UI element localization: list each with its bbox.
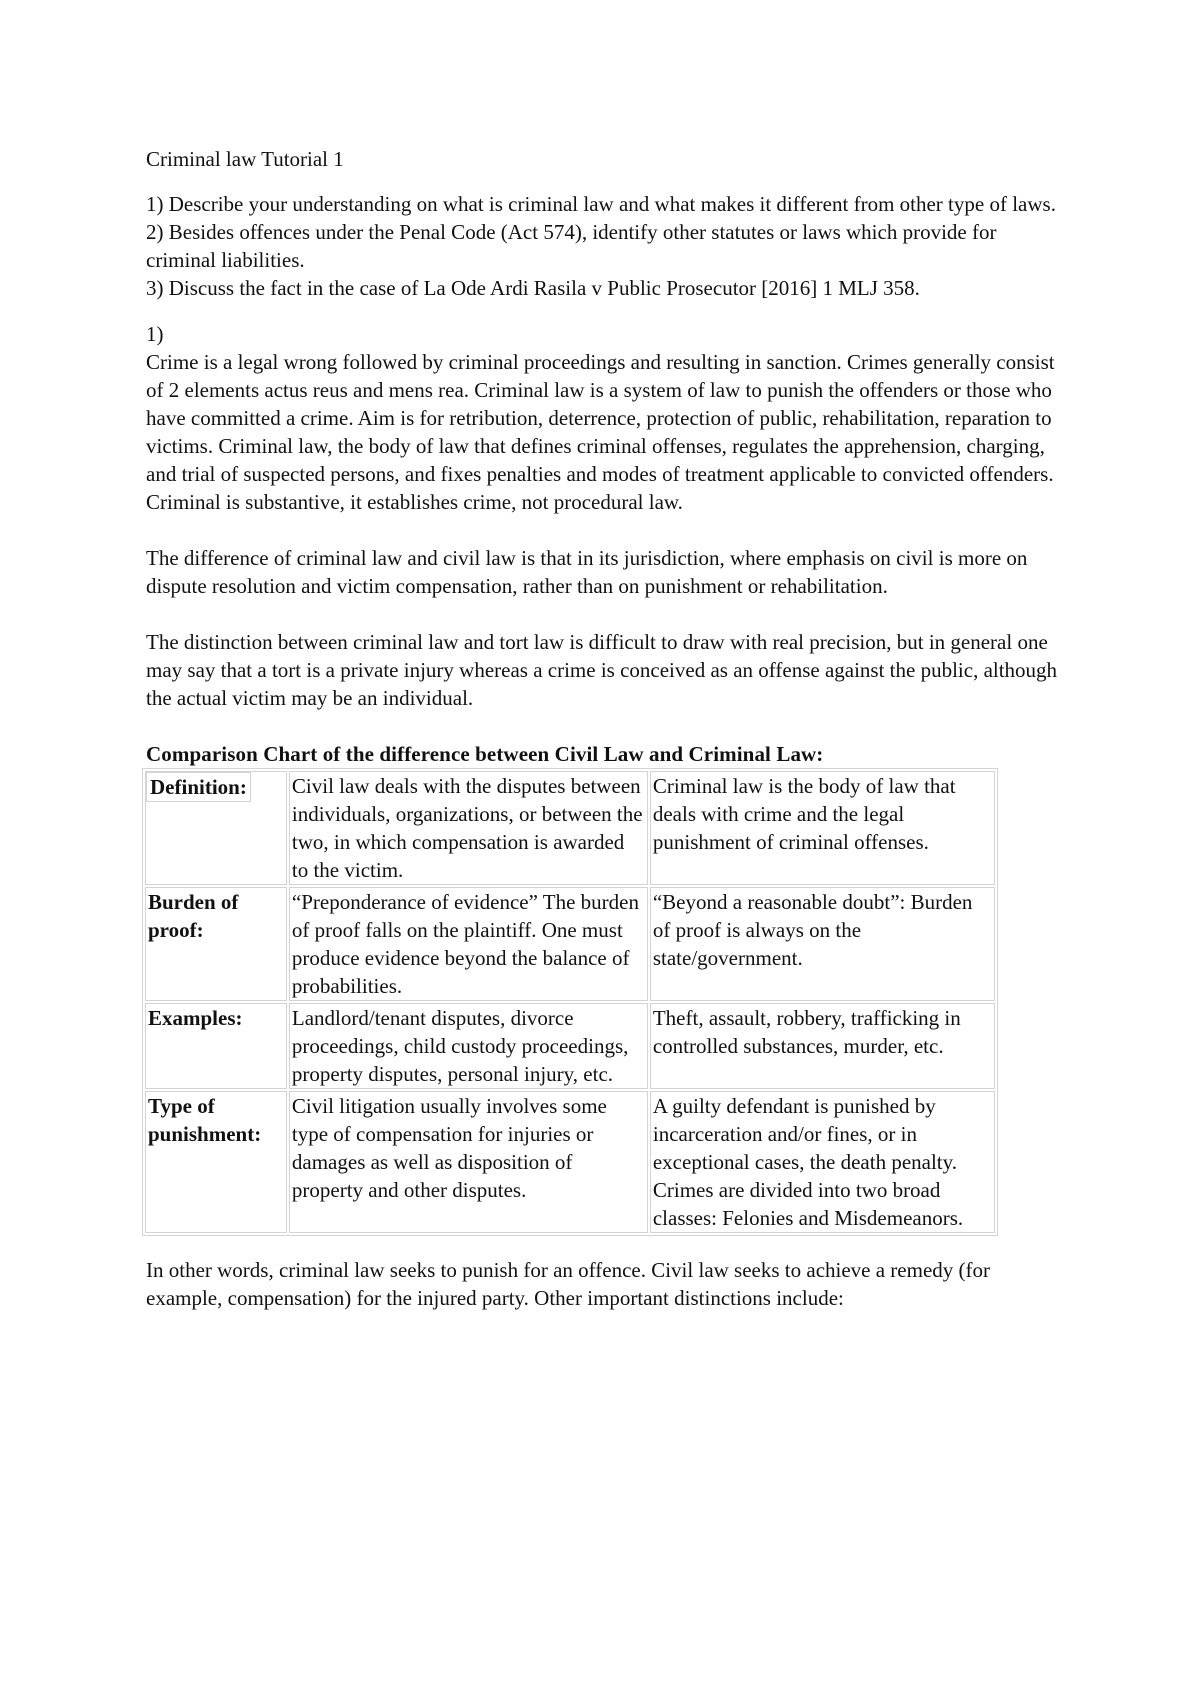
answer-paragraph: Crime is a legal wrong followed by criminal proceedings and resulting in sanction. Crimes generally consist of 2 elements actus reus and mens rea. Criminal law is a system of law to punish the offenders or those who have committed a crime. Aim is for retribution, deterrence, protection of public, rehabilitation, reparation to victims. Criminal law, the body of law that defines criminal offenses, regulates the apprehension, charging, and trial of suspected persons, and fixes penalties and modes of treatment applicable to convicted offenders. Criminal is substantive, it establishes crime, not procedural law. xyxy=(146,350,1055,514)
document-title: Criminal law Tutorial 1 xyxy=(146,147,344,171)
criminal-law-cell: A guilty defendant is punished by incarceration and/or fines, or in exceptional cases, the death penalty. Crimes are divided into two broad classes: Felonies and Misdemeanors. xyxy=(650,1091,995,1233)
civil-law-cell: Civil law deals with the disputes between individuals, organizations, or between the two, in which compensation is awarded to the victim. xyxy=(289,771,648,885)
table-row xyxy=(145,1091,995,1233)
comparison-table xyxy=(142,768,998,1236)
civil-law-cell: “Preponderance of evidence” The burden of proof falls on the plaintiff. One must produce evidence beyond the balance of probabilities. xyxy=(289,887,648,1001)
question-item: 2) Besides offences under the Penal Code (Act 574), identify other statutes or laws which provide for criminal liabilities. xyxy=(146,220,997,272)
criminal-law-cell: Criminal law is the body of law that deals with crime and the legal punishment of criminal offenses. xyxy=(650,771,995,885)
document-page xyxy=(146,145,1071,1312)
comparison-chart-heading: Comparison Chart of the difference between Civil Law and Criminal Law: xyxy=(146,742,824,766)
civil-law-cell: Landlord/tenant disputes, divorce proceedings, child custody proceedings, property disputes, personal injury, etc. xyxy=(289,1003,648,1089)
criminal-law-cell: “Beyond a reasonable doubt”: Burden of proof is always on the state/government. xyxy=(650,887,995,1001)
answer-paragraph: The distinction between criminal law and tort law is difficult to draw with real precision, but in general one may say that a tort is a private injury whereas a crime is conceived as an offense against the public, although the actual victim may be an individual. xyxy=(146,630,1058,710)
criminal-law-cell: Theft, assault, robbery, trafficking in controlled substances, murder, etc. xyxy=(650,1003,995,1089)
question-item: 3) Discuss the fact in the case of La Ode Ardi Rasila v Public Prosecutor [2016] 1 MLJ 358. xyxy=(146,276,920,300)
row-label-cell xyxy=(145,771,287,885)
row-label: Type of punishment: xyxy=(145,1091,287,1233)
closing-paragraph: In other words, criminal law seeks to punish for an offence. Civil law seeks to achieve a remedy (for example, compensation) for the injured party. Other important distinctions include: xyxy=(146,1258,991,1310)
table-row xyxy=(145,771,995,885)
table-row xyxy=(145,887,995,1001)
row-label: Definition: xyxy=(146,772,251,802)
question-list xyxy=(146,190,1071,302)
row-label: Burden of proof: xyxy=(145,887,287,1001)
row-label: Examples: xyxy=(145,1003,287,1089)
question-item: 1) Describe your understanding on what is criminal law and what makes it different from other type of laws. xyxy=(146,192,1056,216)
table-row xyxy=(145,1003,995,1089)
answer-number: 1) xyxy=(146,322,164,346)
answer-paragraph: The difference of criminal law and civil law is that in its jurisdiction, where emphasis on civil is more on dispute resolution and victim compensation, rather than on punishment or rehabilitation. xyxy=(146,546,1028,598)
civil-law-cell: Civil litigation usually involves some type of compensation for injuries or damages as well as disposition of property and other disputes. xyxy=(289,1091,648,1233)
